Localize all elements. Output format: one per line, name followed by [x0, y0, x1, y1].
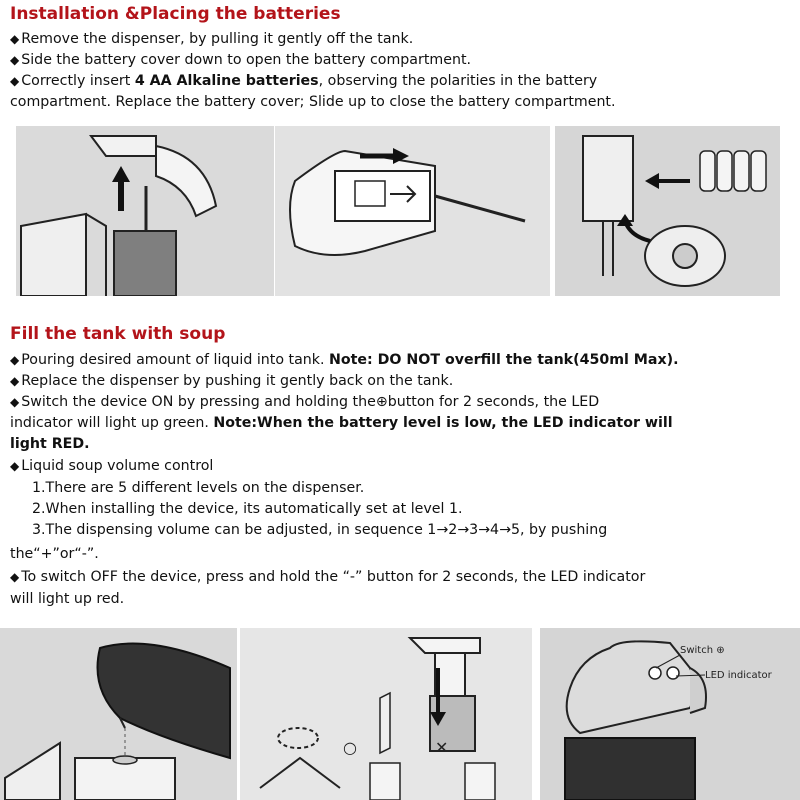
switch-label: Switch ⊕: [680, 645, 725, 656]
diamond-bullet-icon: ◆: [10, 374, 20, 388]
bullet-switch-off: ◆ To switch OFF the device, press and hold the “-” button for 2 seconds, the LED indicator: [10, 569, 646, 585]
photo-switch-led: [540, 628, 800, 800]
section-fill-tank-title: Fill the tank with soup: [10, 324, 226, 344]
line-light-up-red: will light up red.: [10, 591, 125, 607]
line-plus-minus: the“+”or“-”.: [10, 546, 99, 562]
no-mark-icon: ✕: [435, 738, 449, 757]
bullet-volume-control: ◆ Liquid soup volume control: [10, 458, 214, 474]
photo-pour-liquid: [0, 628, 237, 800]
list-item-levels: 1.There are 5 different levels on the dispenser.: [32, 480, 365, 496]
bullet-insert-batteries: ◆ Correctly insert 4 AA Alkaline batteries, observing the polarities in the battery: [10, 73, 598, 89]
bullet-pour-liquid: ◆ Pouring desired amount of liquid into tank. Note: DO NOT overfill the tank(450ml Max).: [10, 352, 679, 368]
photo-replace-dispenser: [240, 628, 532, 800]
bullet-replace-dispenser: ◆ Replace the dispenser by pushing it gently back on the tank.: [10, 373, 454, 389]
diamond-bullet-icon: ◆: [10, 53, 20, 67]
ok-mark-icon: ○: [343, 738, 357, 757]
diamond-bullet-icon: ◆: [10, 353, 20, 367]
photo-battery-cover: [275, 126, 550, 296]
bullet-slide-cover: ◆ Side the battery cover down to open the battery compartment.: [10, 52, 472, 68]
section-installation-title: Installation &Placing the batteries: [10, 4, 341, 24]
line-light-red: light RED.: [10, 436, 90, 452]
bullet-switch-on: ◆ Switch the device ON by pressing and holding the⊕button for 2 seconds, the LED: [10, 394, 600, 410]
plus-circle-icon: ⊕: [375, 394, 388, 410]
list-item-adjust: 3.The dispensing volume can be adjusted, in sequence 1→2→3→4→5, by pushing: [32, 522, 608, 538]
diamond-bullet-icon: ◆: [10, 74, 20, 88]
led-indicator-label: LED indicator: [705, 670, 772, 681]
bullet-remove: ◆ Remove the dispenser, by pulling it gently off the tank.: [10, 31, 414, 47]
line-led-green: indicator will light up green. Note:When the battery level is low, the LED indicator will: [10, 415, 673, 431]
photo-pull-dispenser: [16, 126, 274, 296]
bullet-insert-batteries-cont: compartment. Replace the battery cover; Slide up to close the battery compartment.: [10, 94, 616, 110]
diamond-bullet-icon: ◆: [10, 32, 20, 46]
photo-insert-batteries: [555, 126, 780, 296]
diamond-bullet-icon: ◆: [10, 570, 20, 584]
diamond-bullet-icon: ◆: [10, 395, 20, 409]
list-item-default-level: 2.When installing the device, its automatically set at level 1.: [32, 501, 463, 517]
diamond-bullet-icon: ◆: [10, 459, 20, 473]
